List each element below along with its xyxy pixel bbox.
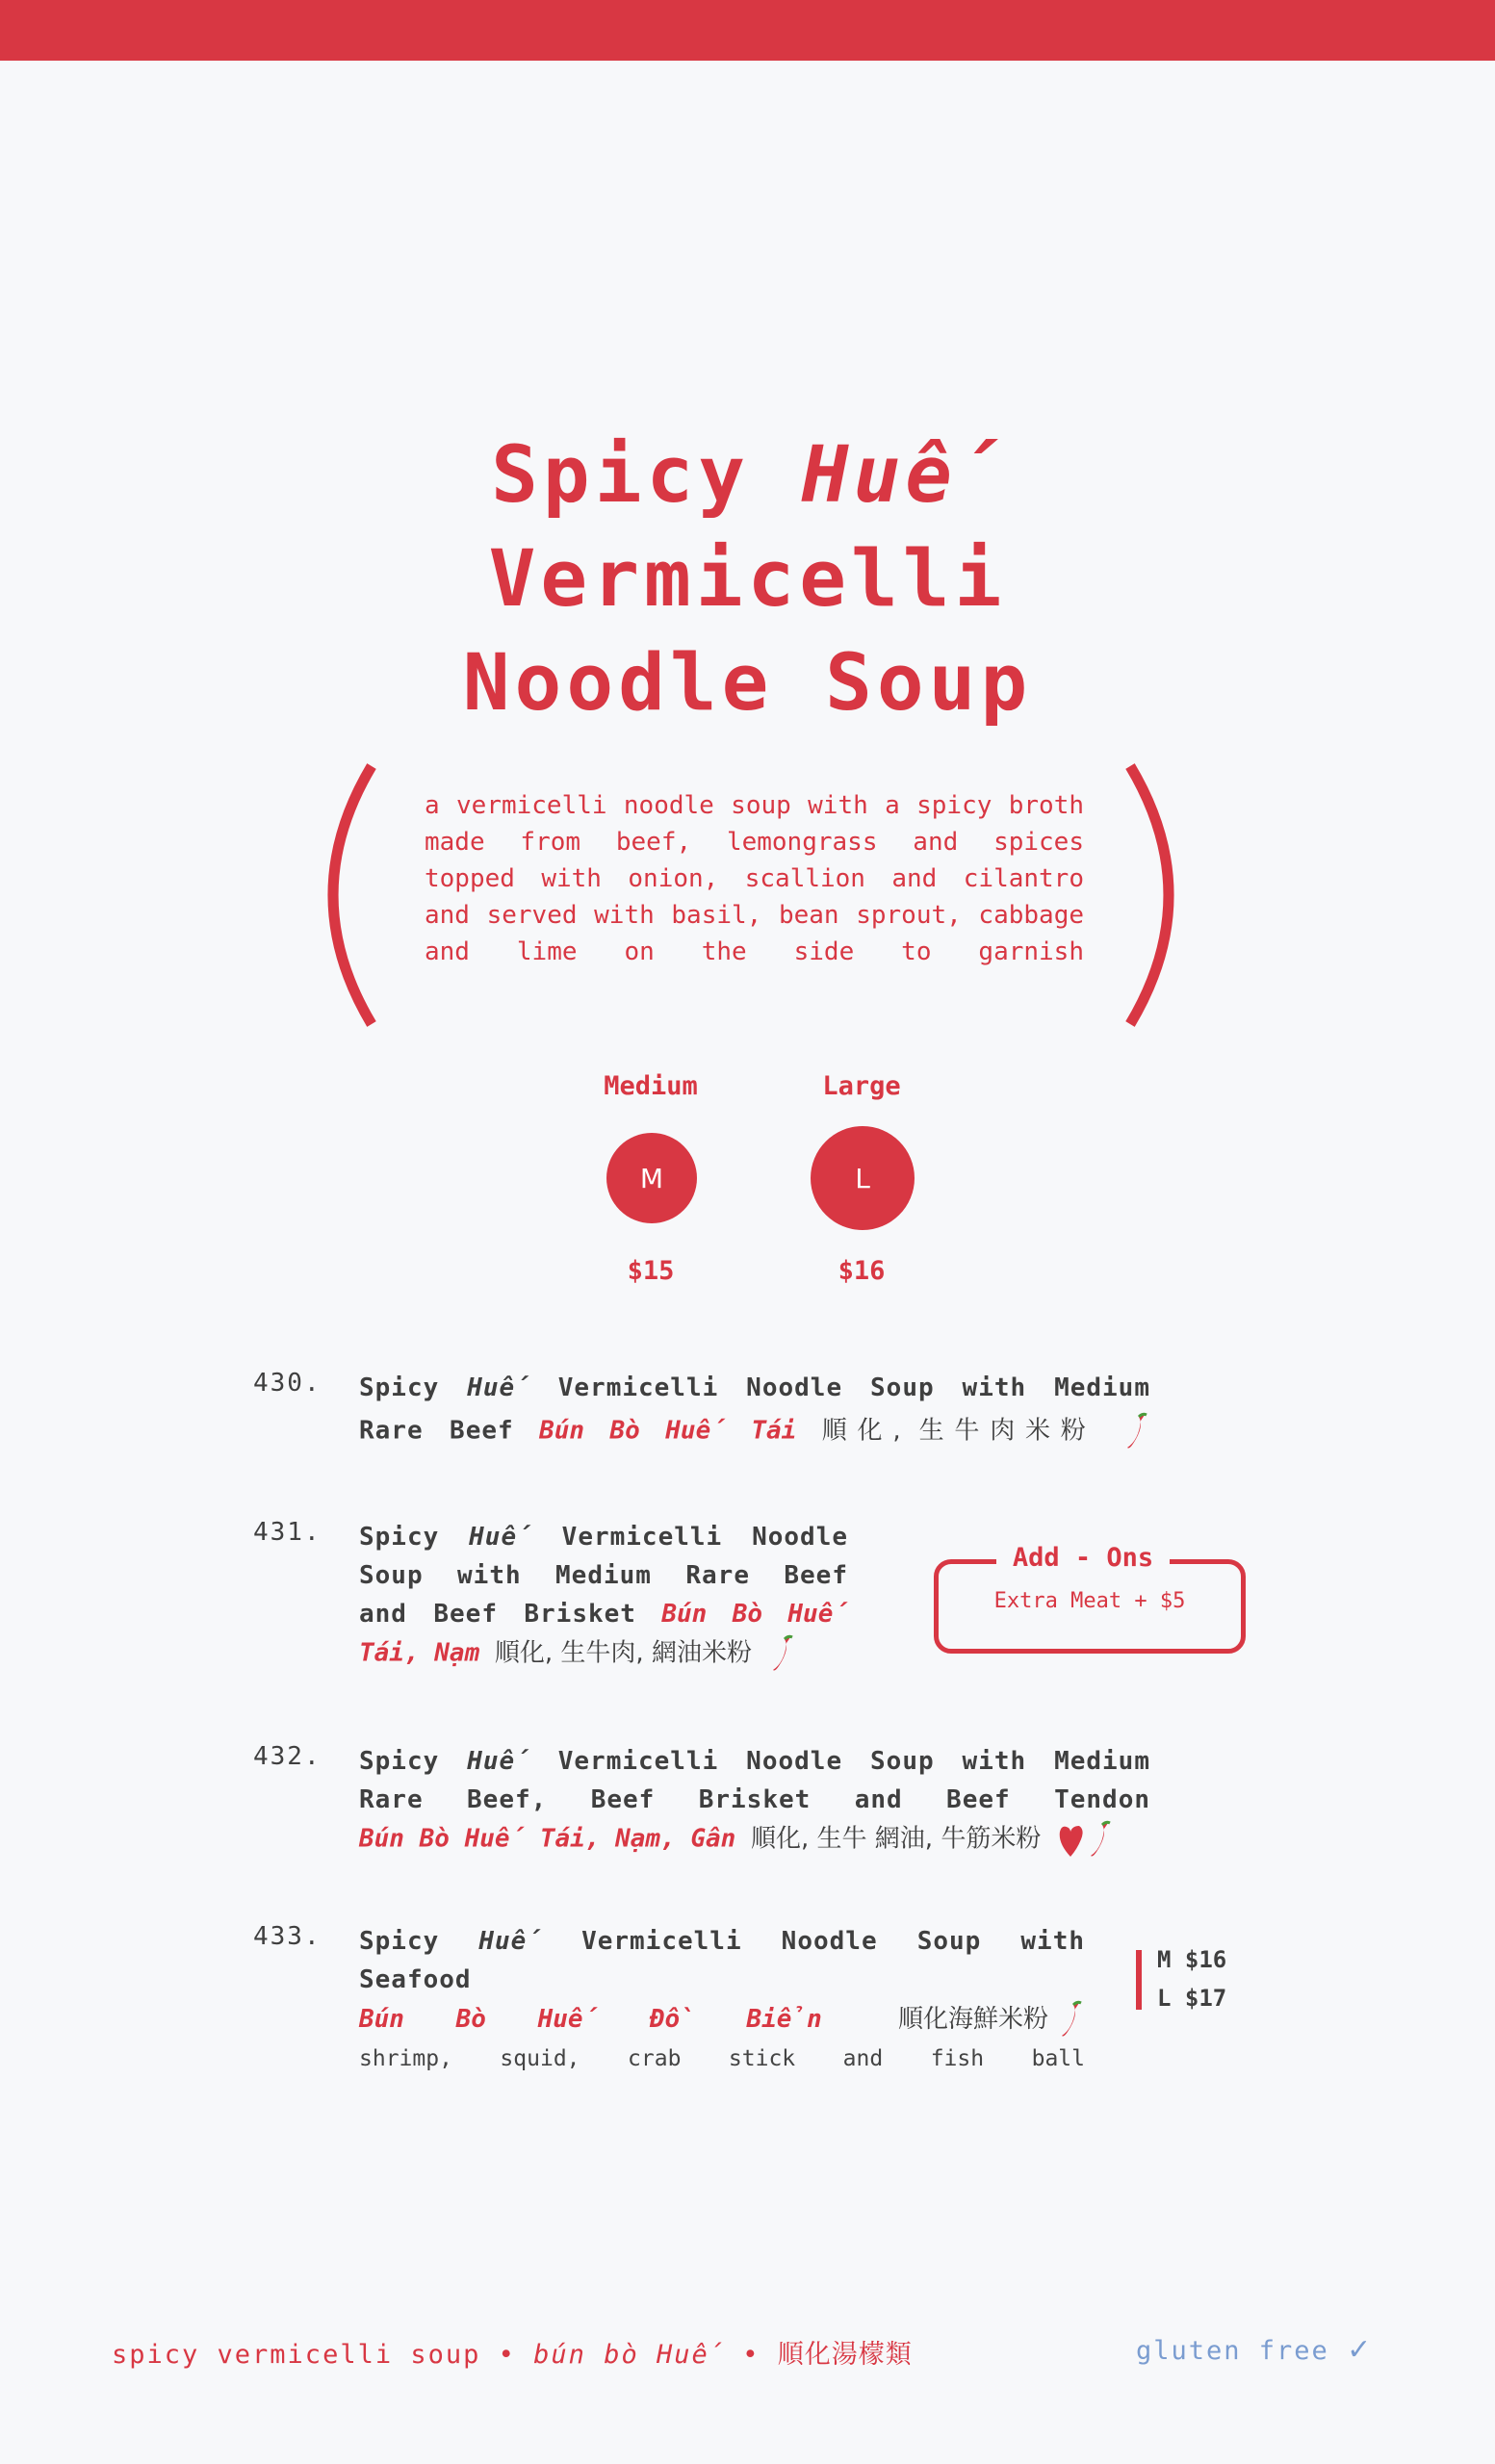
item-431-name-line4: Tái, Nạm 順化, 生牛肉, 網油米粉 bbox=[359, 1633, 848, 1674]
item-433-name-line1: Spicy Huế Vermicelli Noodle Soup with Seafood bbox=[359, 1927, 1086, 1994]
item-number-432: 432. bbox=[253, 1742, 322, 1771]
check-icon: ✓ bbox=[1347, 2333, 1374, 2367]
size-label-medium: Medium bbox=[604, 1071, 698, 1101]
heart-pepper-icon bbox=[1056, 1820, 1085, 1859]
size-medium-letter: M bbox=[639, 1162, 664, 1194]
item-430-name-line1: Spicy Huế Vermicelli Noodle Soup with Medium bbox=[359, 1373, 1150, 1402]
item-431-name-line3: and Beef Brisket Bún Bò Huế bbox=[359, 1600, 849, 1629]
item-433-ingredients: shrimp, squid, crab stick and fish ball bbox=[359, 2046, 1085, 2071]
chili-icon bbox=[1121, 1411, 1150, 1451]
size-label-large: Large bbox=[822, 1071, 901, 1101]
item-432-vietnamese-name: Bún Bò Huế Tái, Nạm, Gân bbox=[359, 1824, 736, 1854]
size-large-letter: L bbox=[855, 1162, 870, 1194]
footer-separator: • bbox=[742, 2340, 760, 2370]
item-433-price-large: L $17 bbox=[1157, 1985, 1227, 2012]
menu-item-430 bbox=[359, 1369, 1150, 1451]
item-432-name-line1: Spicy Huế Vermicelli Noodle Soup with Medium bbox=[359, 1747, 1150, 1776]
footer-vietnamese: bún bò Huế bbox=[533, 2340, 725, 2370]
size-medium-icon bbox=[606, 1133, 697, 1223]
item-430-name-line2: Rare Beef Bún Bò Huế Tái 順化, 生牛肉米粉 bbox=[359, 1411, 1150, 1451]
footer-category bbox=[112, 2333, 913, 2371]
chili-icon bbox=[1085, 1819, 1114, 1860]
item-433-vietnamese-name: Bún Bò Huế Đồ Biển bbox=[359, 2005, 822, 2034]
gluten-free-text: gluten free bbox=[1136, 2336, 1329, 2366]
item-431-name-line1: Spicy Huế Vermicelli Noodle bbox=[359, 1523, 848, 1552]
top-banner bbox=[0, 0, 1495, 61]
item-433-price-medium: M $16 bbox=[1157, 1946, 1227, 1973]
addons-extra-meat: Extra Meat + $5 bbox=[993, 1589, 1186, 1613]
footer-chinese: 順化湯檬類 bbox=[777, 2340, 913, 2370]
item-432-chinese-name: 順化, 生牛 網油, 牛筋米粉 bbox=[751, 1824, 1042, 1854]
price-large: $16 bbox=[838, 1256, 886, 1286]
footer-english: spicy vermicelli soup bbox=[112, 2340, 481, 2370]
item-431-chinese-name: 順化, 生牛肉, 網油米粉 bbox=[494, 1638, 752, 1668]
title-word-spicy: Spicy bbox=[491, 430, 802, 521]
menu-item-433 bbox=[359, 1922, 1085, 2078]
item-number-431: 431. bbox=[253, 1518, 322, 1547]
left-parenthesis-decoration bbox=[314, 760, 381, 1030]
title-word-vermicelli: Vermicelli bbox=[488, 534, 1007, 625]
chili-icon bbox=[1056, 1999, 1085, 2040]
item-430-vietnamese-name: Bún Bò Huế Tái bbox=[539, 1416, 797, 1446]
addons-title: Add - Ons bbox=[996, 1543, 1170, 1573]
dish-description: a vermicelli noodle soup with a spicy broth made from beef, lemongrass and spices topped with onion, scallion and cilantro and served with basil, bean sprout, cabbage and lime on the side to garnish bbox=[425, 791, 1084, 966]
item-432-name-line2: Rare Beef, Beef Brisket and Beef Tendon bbox=[359, 1785, 1150, 1814]
item-431-name-line2: Soup with Medium Rare Beef bbox=[359, 1561, 848, 1590]
chili-icon bbox=[767, 1633, 796, 1674]
item-431-vietnamese-name: Bún Bò Huế bbox=[661, 1600, 849, 1629]
page-title bbox=[0, 424, 1495, 735]
price-medium: $15 bbox=[627, 1256, 675, 1286]
item-432-name-line3 bbox=[359, 1819, 1150, 1860]
title-words-noodle-soup: Noodle Soup bbox=[462, 638, 1033, 729]
item-number-430: 430. bbox=[253, 1369, 322, 1398]
item-433-name-line2 bbox=[359, 1999, 1085, 2040]
gluten-free-label bbox=[1136, 2333, 1373, 2367]
menu-item-431 bbox=[359, 1518, 848, 1674]
right-parenthesis-decoration bbox=[1121, 760, 1188, 1030]
title-word-hue: Huế bbox=[801, 430, 1004, 521]
menu-item-432 bbox=[359, 1742, 1150, 1860]
footer-separator: • bbox=[498, 2340, 516, 2370]
item-430-chinese-name: 順化, 生牛肉米粉 bbox=[821, 1416, 1096, 1446]
item-433-chinese-name: 順化海鮮米粉 bbox=[897, 2005, 1048, 2034]
size-large-icon bbox=[811, 1126, 915, 1230]
price-divider bbox=[1136, 1950, 1142, 2010]
item-number-433: 433. bbox=[253, 1922, 322, 1951]
